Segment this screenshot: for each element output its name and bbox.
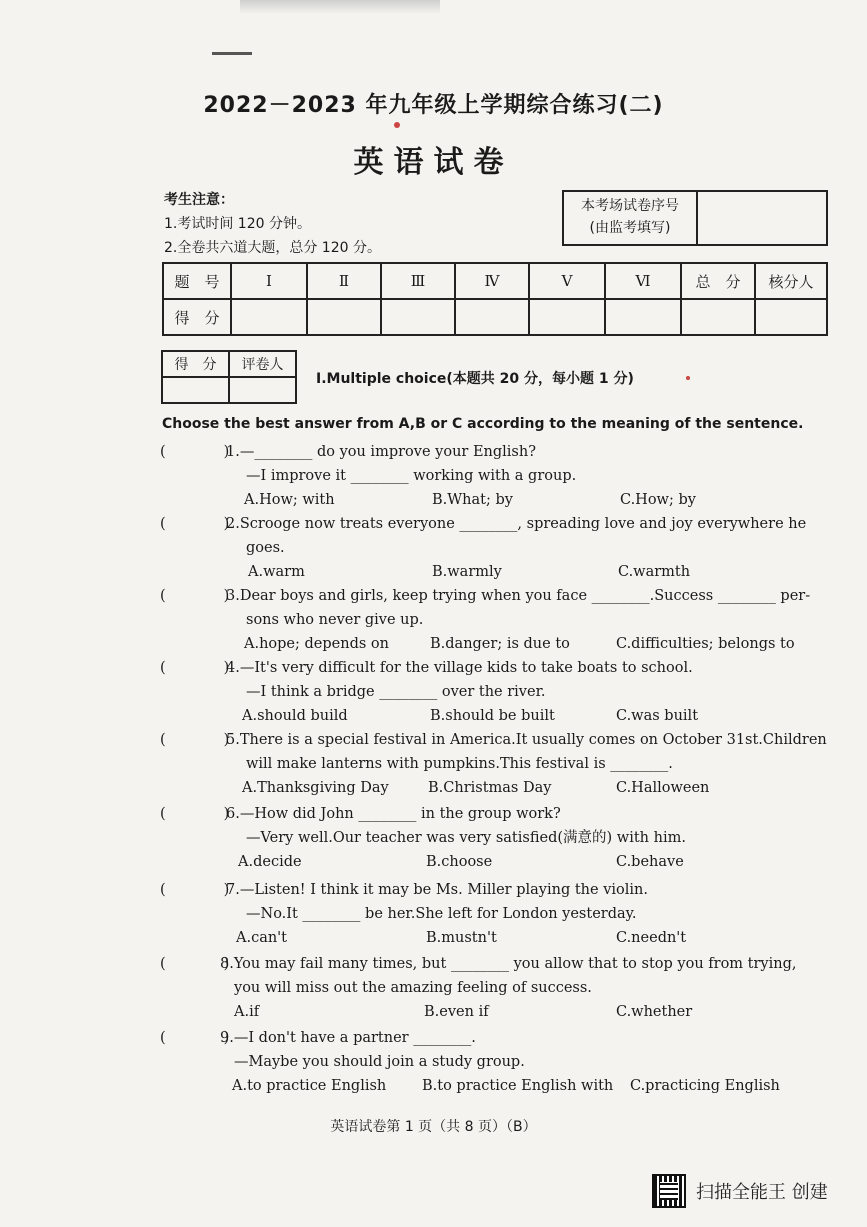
question-6 (160, 802, 830, 874)
option-b: B.should be built (430, 708, 555, 724)
score-header-cell: Ⅳ (455, 263, 529, 299)
notice (164, 188, 381, 260)
seat-label-line2: (由监考填写) (589, 220, 671, 236)
score-cell[interactable] (605, 299, 681, 335)
question-stem: 3.Dear boys and girls, keep trying when you face ________.Success ________ per- (226, 588, 811, 604)
score-header-cell: 题 号 (163, 263, 231, 299)
question-9 (160, 1026, 830, 1098)
score-table (162, 262, 828, 336)
question-stem: —I improve it ________ working with a group. (246, 468, 577, 484)
option-b: B.even if (424, 1004, 489, 1020)
question-2 (160, 512, 830, 584)
option-c: C.was built (616, 708, 699, 724)
option-c: C.behave (616, 854, 684, 870)
ink-speck (686, 376, 690, 380)
seat-label-line1: 本考场试卷序号 (581, 198, 679, 214)
score-table-header-row (163, 263, 827, 299)
option-c: C.practicing English (630, 1078, 780, 1094)
exam-title: 2022－2023 年九年级上学期综合练习(二) (203, 93, 664, 118)
option-c: C.difficulties; belongs to (616, 636, 795, 652)
scanner-watermark (652, 1174, 828, 1208)
question-stem: 8.You may fail many times, but ________ you allow that to stop you from trying, (220, 956, 797, 972)
score-row-label: 得 分 (163, 299, 231, 335)
answer-paren[interactable]: ( ) (160, 588, 230, 604)
question-stem: 7.—Listen! I think it may be Ms. Miller playing the violin. (226, 882, 648, 898)
answer-paren[interactable]: ( ) (160, 444, 230, 460)
option-c: C.whether (616, 1004, 693, 1020)
question-4 (160, 656, 830, 728)
section-instruction: Choose the best answer from A,B or C according to the meaning of the sentence. (162, 416, 804, 432)
option-c: C.warmth (618, 564, 691, 580)
option-a: A.Thanksgiving Day (242, 780, 389, 796)
exam-subject: 英语试卷 (353, 145, 514, 180)
ink-speck (394, 122, 400, 128)
question-stem: 5.There is a special festival in America.It usually comes on October 31st.Children (226, 732, 827, 748)
seat-number-box (562, 190, 828, 246)
question-stem: —I think a bridge ________ over the river. (246, 684, 546, 700)
score-header-cell: Ⅱ (307, 263, 381, 299)
question-stem: 2.Scrooge now treats everyone ________, spreading love and joy everywhere he (226, 516, 807, 532)
question-stem: —Maybe you should join a study group. (234, 1054, 525, 1070)
score-cell[interactable] (681, 299, 755, 335)
option-b: B.Christmas Day (428, 780, 552, 796)
seat-number-label (564, 192, 698, 244)
question-3 (160, 584, 830, 656)
grader-name-field[interactable] (229, 377, 296, 403)
score-cell[interactable] (529, 299, 605, 335)
score-table-score-row (163, 299, 827, 335)
score-cell[interactable] (231, 299, 307, 335)
answer-paren[interactable]: ( ) (160, 732, 230, 748)
option-b: B.What; by (432, 492, 513, 508)
question-5 (160, 728, 830, 800)
seat-number-field[interactable] (698, 192, 826, 244)
notice-head: 考生注意： (164, 192, 234, 208)
option-a: A.can't (236, 930, 287, 946)
question-stem: —Very well.Our teacher was very satisfied(满意的) with him. (246, 830, 686, 846)
question-stem: sons who never give up. (246, 612, 424, 628)
scan-mark (212, 52, 252, 55)
question-stem: —No.It ________ be her.She left for London yesterday. (246, 906, 637, 922)
score-header-cell: 总 分 (681, 263, 755, 299)
answer-paren[interactable]: ( ) (160, 516, 230, 532)
score-cell[interactable] (455, 299, 529, 335)
qr-code-icon (652, 1174, 686, 1208)
grader-name-label: 评卷人 (229, 351, 296, 377)
option-c: C.Halloween (616, 780, 710, 796)
question-8 (160, 952, 830, 1024)
answer-paren[interactable]: ( ) (160, 1030, 230, 1046)
score-cell[interactable] (381, 299, 455, 335)
score-header-cell: Ⅵ (605, 263, 681, 299)
answer-paren[interactable]: ( ) (160, 806, 230, 822)
notice-line: 1.考试时间 120 分钟。 (164, 216, 311, 232)
option-a: A.if (234, 1004, 260, 1020)
option-a: A.warm (248, 564, 305, 580)
answer-paren[interactable]: ( ) (160, 956, 230, 972)
score-cell[interactable] (307, 299, 381, 335)
score-header-cell: Ⅰ (231, 263, 307, 299)
answer-paren[interactable]: ( ) (160, 660, 230, 676)
option-a: A.to practice English (232, 1078, 387, 1094)
question-stem: 6.—How did John ________ in the group work? (226, 806, 561, 822)
scanner-watermark-text: 扫描全能王 创建 (696, 1182, 828, 1203)
score-header-cell: Ⅲ (381, 263, 455, 299)
question-7 (160, 878, 830, 950)
option-b: B.warmly (432, 564, 502, 580)
option-a: A.hope; depends on (244, 636, 389, 652)
question-stem: 9.—I don't have a partner ________. (220, 1030, 476, 1046)
scan-smudge (240, 0, 440, 14)
option-a: A.decide (238, 854, 302, 870)
grader-table (161, 350, 297, 404)
option-b: B.choose (426, 854, 493, 870)
question-1 (160, 440, 830, 512)
answer-paren[interactable]: ( ) (160, 882, 230, 898)
question-stem: you will miss out the amazing feeling of success. (234, 980, 592, 996)
option-b: B.mustn't (426, 930, 497, 946)
option-c: C.How; by (620, 492, 696, 508)
grader-score-field[interactable] (162, 377, 229, 403)
question-stem: goes. (246, 540, 285, 556)
score-header-cell: Ⅴ (529, 263, 605, 299)
score-cell[interactable] (755, 299, 827, 335)
score-header-cell: 核分人 (755, 263, 827, 299)
grader-score-label: 得 分 (162, 351, 229, 377)
option-a: A.How; with (244, 492, 335, 508)
option-b: B.to practice English with (422, 1078, 614, 1094)
question-stem: 1.—________ do you improve your English? (226, 444, 536, 460)
option-b: B.danger; is due to (430, 636, 570, 652)
notice-line: 2.全卷共六道大题，总分 120 分。 (164, 240, 381, 256)
option-a: A.should build (242, 708, 348, 724)
question-stem: will make lanterns with pumpkins.This festival is ________. (246, 756, 673, 772)
question-stem: 4.—It's very difficult for the village kids to take boats to school. (226, 660, 693, 676)
section-title: Ⅰ.Multiple choice(本题共 20 分，每小题 1 分) (316, 371, 634, 387)
page-footer: 英语试卷第 1 页（共 8 页）（B） (330, 1119, 537, 1135)
option-c: C.needn't (616, 930, 687, 946)
